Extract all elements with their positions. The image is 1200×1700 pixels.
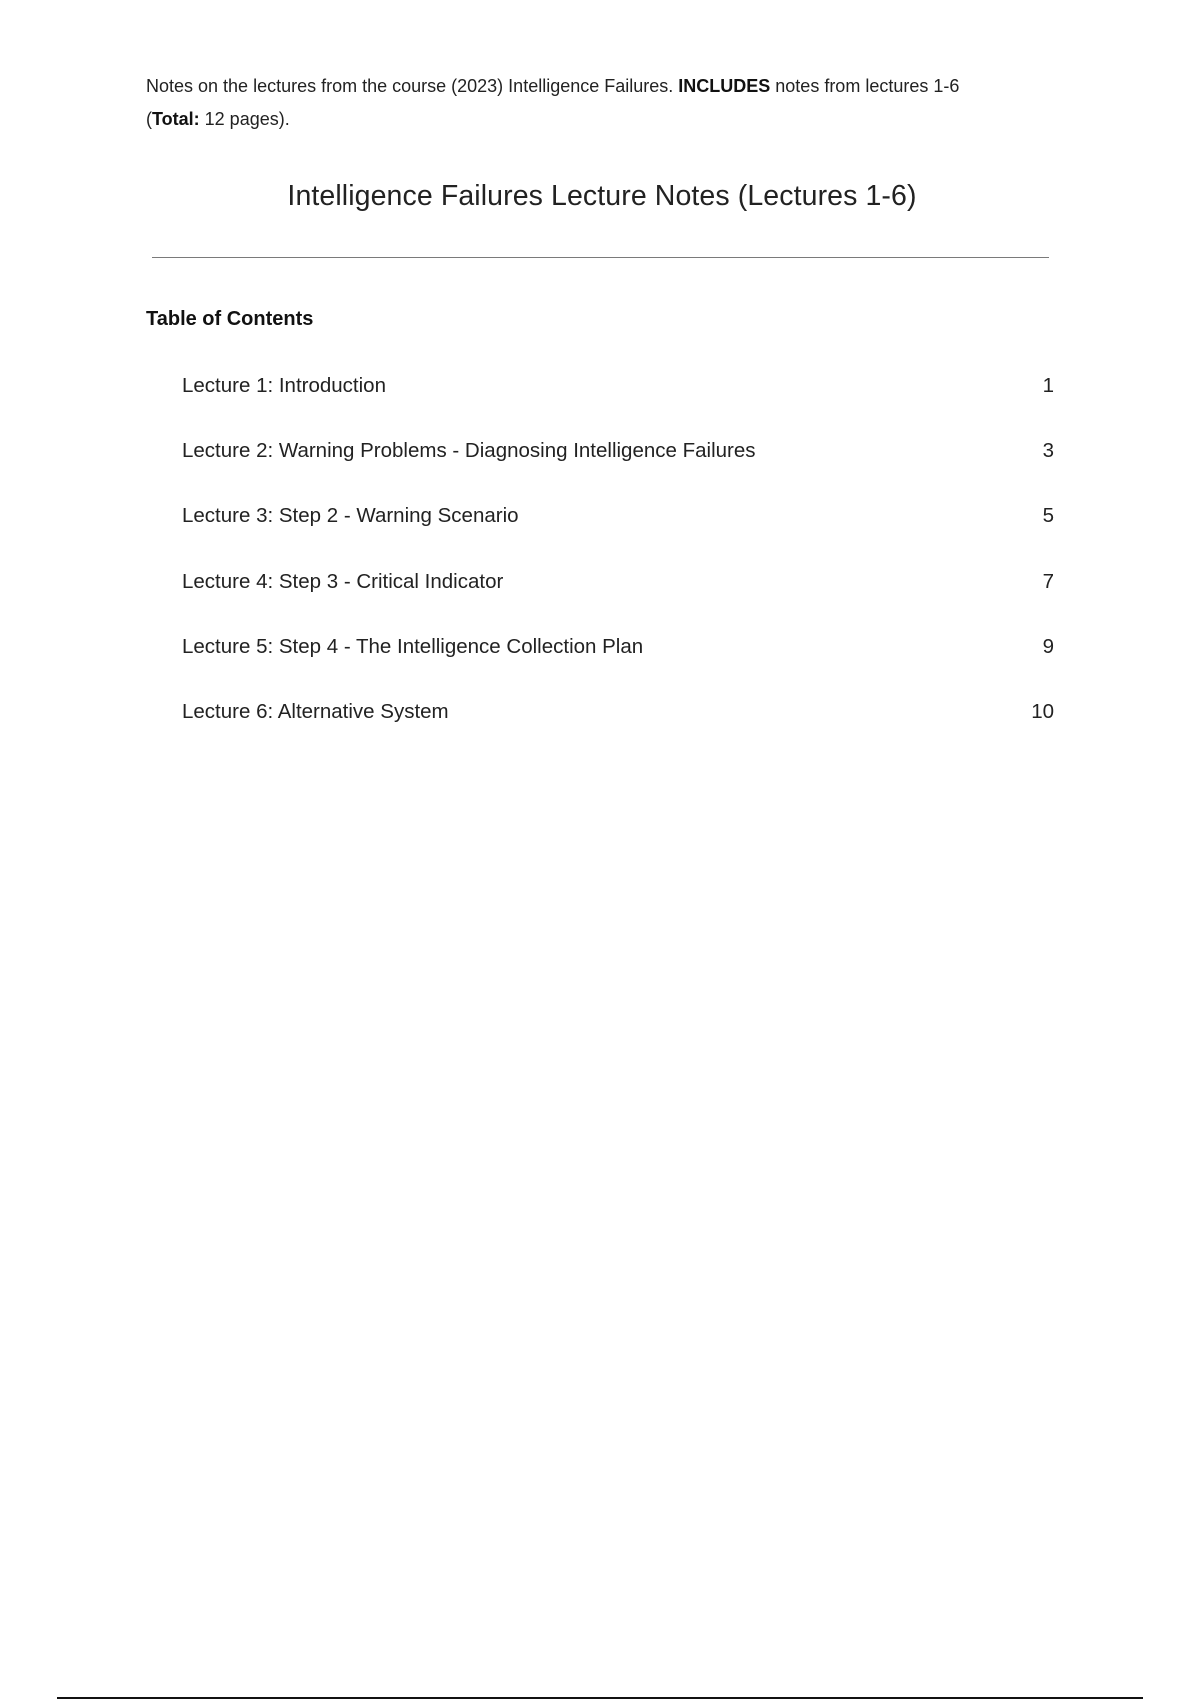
footer-divider [57,1697,1143,1699]
intro-includes-bold: INCLUDES [678,76,771,96]
toc-entry-lecture-4[interactable] [182,570,1054,600]
intro-text: Notes on the lectures from the course (2023) Intelligence Failures. [146,76,679,96]
toc-entry-page-number: 3 [1042,439,1054,462]
intro-open-paren: ( [146,109,152,129]
intro-text-continued: notes from lectures 1-6 [770,76,960,96]
toc-entry-lecture-3[interactable] [182,504,1054,534]
toc-entry-lecture-5[interactable] [182,635,1054,665]
intro-total-bold: Total: [152,109,200,129]
toc-heading: Table of Contents [146,308,314,330]
toc-entry-label: Lecture 6: Alternative System [182,700,449,723]
toc-entry-label: Lecture 3: Step 2 - Warning Scenario [182,504,519,527]
toc-entry-page-number: 10 [1031,700,1054,723]
toc-entry-page-number: 9 [1042,635,1054,658]
toc-entry-label: Lecture 1: Introduction [182,374,386,397]
toc-entry-label: Lecture 4: Step 3 - Critical Indicator [182,570,504,593]
toc-entry-lecture-1[interactable] [182,374,1054,404]
intro-paragraph [146,70,1066,136]
toc-entry-page-number: 5 [1042,504,1054,527]
intro-page-count: 12 pages). [199,109,290,129]
toc-entry-label: Lecture 2: Warning Problems - Diagnosing Intelligence Failures [182,439,756,462]
title-divider [152,257,1049,258]
page-title: Intelligence Failures Lecture Notes (Lectures 1-6) [287,180,917,212]
toc-entry-lecture-6[interactable] [182,700,1054,730]
toc-entry-page-number: 1 [1042,374,1054,397]
toc-entry-label: Lecture 5: Step 4 - The Intelligence Collection Plan [182,635,644,658]
toc-entry-page-number: 7 [1042,570,1054,593]
toc-entry-lecture-2[interactable] [182,439,1054,469]
